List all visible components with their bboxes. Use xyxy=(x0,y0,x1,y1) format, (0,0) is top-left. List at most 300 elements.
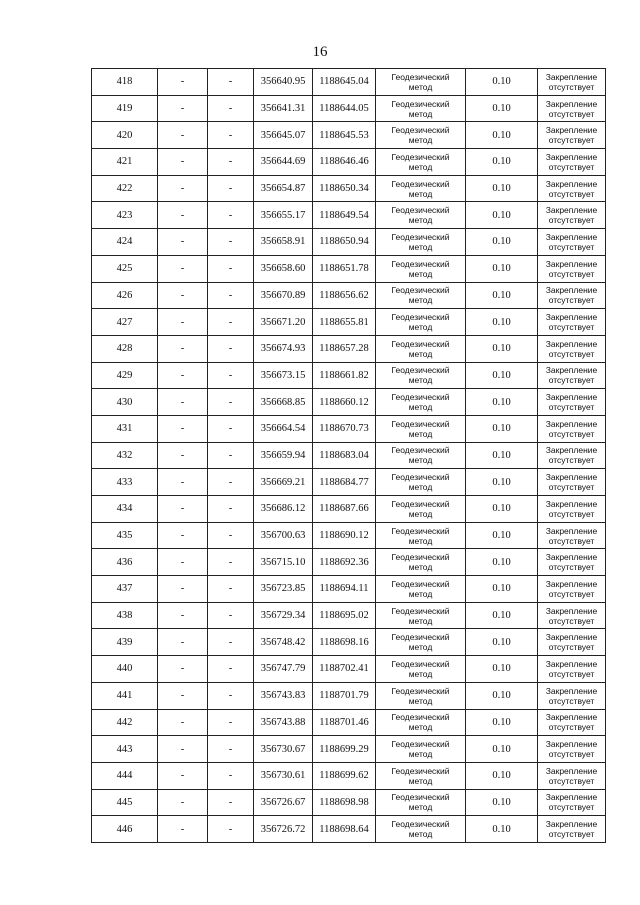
point-number-cell: 427 xyxy=(92,309,158,336)
coordinate-y-cell: 1188687.66 xyxy=(313,496,376,523)
coordinates-table xyxy=(91,68,606,843)
point-number-cell: 433 xyxy=(92,469,158,496)
coordinate-y-cell: 1188651.78 xyxy=(313,255,376,282)
method-cell-line-1: Геодезический xyxy=(391,98,450,109)
dash-cell-1: - xyxy=(158,522,208,549)
fixation-cell xyxy=(538,709,606,736)
accuracy-cell: 0.10 xyxy=(466,469,538,496)
fixation-cell-line-1: Закрепление xyxy=(545,605,598,616)
dash-cell-2: - xyxy=(208,656,254,683)
method-cell-line-2: метод xyxy=(408,188,433,199)
method-cell-line-2: метод xyxy=(408,161,433,172)
table-row xyxy=(92,496,606,523)
point-number-cell: 435 xyxy=(92,522,158,549)
fixation-cell-line-1: Закрепление xyxy=(545,445,598,456)
table-row xyxy=(92,175,606,202)
table-row xyxy=(92,682,606,709)
method-cell-line-1: Геодезический xyxy=(391,792,450,803)
dash-cell-1: - xyxy=(158,682,208,709)
method-cell-line-2: метод xyxy=(408,588,433,599)
coordinate-x-cell: 356644.69 xyxy=(254,149,313,176)
fixation-cell xyxy=(538,149,606,176)
accuracy-cell: 0.10 xyxy=(466,442,538,469)
fixation-cell xyxy=(538,736,606,763)
method-cell xyxy=(376,415,466,442)
point-number-cell: 438 xyxy=(92,602,158,629)
dash-cell-2: - xyxy=(208,762,254,789)
fixation-cell xyxy=(538,95,606,122)
method-cell-line-1: Геодезический xyxy=(391,525,450,536)
fixation-cell-line-1: Закрепление xyxy=(545,98,598,109)
dash-cell-1: - xyxy=(158,576,208,603)
dash-cell-1: - xyxy=(158,415,208,442)
fixation-cell-line-2: отсутствует xyxy=(548,615,595,626)
method-cell-line-2: метод xyxy=(408,668,433,679)
fixation-cell-line-1: Закрепление xyxy=(545,312,598,323)
method-cell-line-2: метод xyxy=(408,482,433,493)
method-cell-line-1: Геодезический xyxy=(391,819,450,830)
fixation-cell-line-2: отсутствует xyxy=(548,241,595,252)
table-row xyxy=(92,602,606,629)
method-cell-line-2: метод xyxy=(408,348,433,359)
method-cell-line-2: метод xyxy=(408,375,433,386)
coordinate-x-cell: 356686.12 xyxy=(254,496,313,523)
coordinate-x-cell: 356659.94 xyxy=(254,442,313,469)
dash-cell-2: - xyxy=(208,469,254,496)
dash-cell-1: - xyxy=(158,255,208,282)
table-row xyxy=(92,202,606,229)
fixation-cell xyxy=(538,656,606,683)
method-cell-line-1: Геодезический xyxy=(391,418,450,429)
table-body xyxy=(92,69,606,843)
coordinate-y-cell: 1188660.12 xyxy=(313,389,376,416)
coordinate-x-cell: 356729.34 xyxy=(254,602,313,629)
fixation-cell-line-1: Закрепление xyxy=(545,525,598,536)
coordinate-y-cell: 1188657.28 xyxy=(313,335,376,362)
method-cell-line-2: метод xyxy=(408,428,433,439)
fixation-cell xyxy=(538,789,606,816)
method-cell xyxy=(376,175,466,202)
fixation-cell xyxy=(538,335,606,362)
coordinate-y-cell: 1188699.29 xyxy=(313,736,376,763)
coordinate-x-cell: 356715.10 xyxy=(254,549,313,576)
method-cell-line-1: Геодезический xyxy=(391,151,450,162)
fixation-cell-line-1: Закрепление xyxy=(545,685,598,696)
dash-cell-2: - xyxy=(208,602,254,629)
fixation-cell-line-2: отсутствует xyxy=(548,188,595,199)
dash-cell-1: - xyxy=(158,282,208,309)
table-row xyxy=(92,69,606,96)
fixation-cell-line-1: Закрепление xyxy=(545,258,598,269)
fixation-cell xyxy=(538,522,606,549)
table-row xyxy=(92,149,606,176)
method-cell-line-1: Геодезический xyxy=(391,392,450,403)
method-cell xyxy=(376,335,466,362)
method-cell-line-2: метод xyxy=(408,108,433,119)
coordinate-y-cell: 1188695.02 xyxy=(313,602,376,629)
coordinate-y-cell: 1188649.54 xyxy=(313,202,376,229)
point-number-cell: 434 xyxy=(92,496,158,523)
coordinate-y-cell: 1188650.34 xyxy=(313,175,376,202)
fixation-cell-line-2: отсутствует xyxy=(548,508,595,519)
coordinate-x-cell: 356658.91 xyxy=(254,229,313,256)
point-number-cell: 445 xyxy=(92,789,158,816)
table-row xyxy=(92,469,606,496)
table-row xyxy=(92,122,606,149)
point-number-cell: 432 xyxy=(92,442,158,469)
method-cell-line-2: метод xyxy=(408,615,433,626)
point-number-cell: 419 xyxy=(92,95,158,122)
fixation-cell-line-1: Закрепление xyxy=(545,151,598,162)
method-cell-line-2: метод xyxy=(408,81,433,92)
method-cell xyxy=(376,202,466,229)
fixation-cell-line-2: отсутствует xyxy=(548,695,595,706)
coordinate-y-cell: 1188694.11 xyxy=(313,576,376,603)
point-number-cell: 441 xyxy=(92,682,158,709)
method-cell-line-1: Геодезический xyxy=(391,498,450,509)
method-cell xyxy=(376,656,466,683)
dash-cell-2: - xyxy=(208,309,254,336)
method-cell-line-1: Геодезический xyxy=(391,71,450,82)
accuracy-cell: 0.10 xyxy=(466,415,538,442)
dash-cell-2: - xyxy=(208,255,254,282)
dash-cell-2: - xyxy=(208,496,254,523)
accuracy-cell: 0.10 xyxy=(466,389,538,416)
dash-cell-2: - xyxy=(208,149,254,176)
method-cell-line-1: Геодезический xyxy=(391,552,450,563)
table-row xyxy=(92,709,606,736)
method-cell-line-2: метод xyxy=(408,642,433,653)
coordinate-y-cell: 1188684.77 xyxy=(313,469,376,496)
fixation-cell-line-1: Закрепление xyxy=(545,231,598,242)
coordinate-y-cell: 1188644.05 xyxy=(313,95,376,122)
fixation-cell-line-1: Закрепление xyxy=(545,765,598,776)
dash-cell-1: - xyxy=(158,229,208,256)
fixation-cell-line-2: отсутствует xyxy=(548,295,595,306)
table-row xyxy=(92,309,606,336)
coordinate-x-cell: 356730.67 xyxy=(254,736,313,763)
accuracy-cell: 0.10 xyxy=(466,549,538,576)
coordinate-y-cell: 1188655.81 xyxy=(313,309,376,336)
method-cell-line-2: метод xyxy=(408,749,433,760)
table-row xyxy=(92,549,606,576)
accuracy-cell: 0.10 xyxy=(466,682,538,709)
coordinate-x-cell: 356641.31 xyxy=(254,95,313,122)
accuracy-cell: 0.10 xyxy=(466,656,538,683)
fixation-cell-line-2: отсутствует xyxy=(548,562,595,573)
fixation-cell-line-2: отсутствует xyxy=(548,81,595,92)
coordinate-x-cell: 356748.42 xyxy=(254,629,313,656)
table-row xyxy=(92,522,606,549)
fixation-cell xyxy=(538,629,606,656)
method-cell-line-2: метод xyxy=(408,562,433,573)
fixation-cell-line-2: отсутствует xyxy=(548,775,595,786)
fixation-cell-line-1: Закрепление xyxy=(545,658,598,669)
method-cell xyxy=(376,442,466,469)
method-cell-line-1: Геодезический xyxy=(391,472,450,483)
dash-cell-2: - xyxy=(208,682,254,709)
coordinate-x-cell: 356673.15 xyxy=(254,362,313,389)
accuracy-cell: 0.10 xyxy=(466,762,538,789)
fixation-cell-line-2: отсутствует xyxy=(548,749,595,760)
method-cell-line-1: Геодезический xyxy=(391,632,450,643)
dash-cell-2: - xyxy=(208,389,254,416)
dash-cell-1: - xyxy=(158,95,208,122)
method-cell xyxy=(376,576,466,603)
coordinate-x-cell: 356743.83 xyxy=(254,682,313,709)
method-cell-line-2: метод xyxy=(408,455,433,466)
method-cell-line-1: Геодезический xyxy=(391,712,450,723)
fixation-cell-line-1: Закрепление xyxy=(545,472,598,483)
accuracy-cell: 0.10 xyxy=(466,335,538,362)
table-row xyxy=(92,629,606,656)
table-row xyxy=(92,789,606,816)
method-cell xyxy=(376,362,466,389)
accuracy-cell: 0.10 xyxy=(466,362,538,389)
fixation-cell-line-1: Закрепление xyxy=(545,178,598,189)
fixation-cell-line-2: отсутствует xyxy=(548,482,595,493)
coordinate-x-cell: 356730.61 xyxy=(254,762,313,789)
coordinate-y-cell: 1188698.16 xyxy=(313,629,376,656)
fixation-cell xyxy=(538,282,606,309)
coordinate-x-cell: 356664.54 xyxy=(254,415,313,442)
dash-cell-2: - xyxy=(208,362,254,389)
method-cell-line-1: Геодезический xyxy=(391,285,450,296)
method-cell-line-2: метод xyxy=(408,135,433,146)
dash-cell-1: - xyxy=(158,149,208,176)
fixation-cell-line-2: отсутствует xyxy=(548,135,595,146)
dash-cell-2: - xyxy=(208,335,254,362)
coordinate-y-cell: 1188699.62 xyxy=(313,762,376,789)
dash-cell-1: - xyxy=(158,122,208,149)
fixation-cell-line-2: отсутствует xyxy=(548,108,595,119)
coordinate-x-cell: 356640.95 xyxy=(254,69,313,96)
method-cell-line-2: метод xyxy=(408,241,433,252)
point-number-cell: 431 xyxy=(92,415,158,442)
point-number-cell: 440 xyxy=(92,656,158,683)
dash-cell-2: - xyxy=(208,789,254,816)
dash-cell-2: - xyxy=(208,415,254,442)
fixation-cell-line-2: отсутствует xyxy=(548,722,595,733)
method-cell-line-1: Геодезический xyxy=(391,125,450,136)
dash-cell-1: - xyxy=(158,69,208,96)
fixation-cell-line-1: Закрепление xyxy=(545,632,598,643)
accuracy-cell: 0.10 xyxy=(466,95,538,122)
dash-cell-1: - xyxy=(158,389,208,416)
dash-cell-1: - xyxy=(158,789,208,816)
method-cell xyxy=(376,789,466,816)
method-cell-line-2: метод xyxy=(408,295,433,306)
table-row xyxy=(92,229,606,256)
dash-cell-2: - xyxy=(208,709,254,736)
method-cell-line-2: метод xyxy=(408,829,433,840)
accuracy-cell: 0.10 xyxy=(466,789,538,816)
fixation-cell-line-1: Закрепление xyxy=(545,552,598,563)
fixation-cell-line-1: Закрепление xyxy=(545,338,598,349)
dash-cell-2: - xyxy=(208,629,254,656)
coordinate-x-cell: 356668.85 xyxy=(254,389,313,416)
coordinate-y-cell: 1188698.98 xyxy=(313,789,376,816)
fixation-cell-line-2: отсутствует xyxy=(548,348,595,359)
fixation-cell-line-1: Закрепление xyxy=(545,392,598,403)
dash-cell-1: - xyxy=(158,629,208,656)
fixation-cell-line-1: Закрепление xyxy=(545,205,598,216)
fixation-cell-line-1: Закрепление xyxy=(545,819,598,830)
dash-cell-2: - xyxy=(208,442,254,469)
fixation-cell-line-1: Закрепление xyxy=(545,418,598,429)
fixation-cell xyxy=(538,255,606,282)
method-cell-line-1: Геодезический xyxy=(391,685,450,696)
dash-cell-1: - xyxy=(158,736,208,763)
fixation-cell xyxy=(538,362,606,389)
fixation-cell-line-1: Закрепление xyxy=(545,285,598,296)
method-cell xyxy=(376,709,466,736)
coordinate-x-cell: 356645.07 xyxy=(254,122,313,149)
point-number-cell: 422 xyxy=(92,175,158,202)
method-cell-line-2: метод xyxy=(408,802,433,813)
fixation-cell xyxy=(538,762,606,789)
table-row xyxy=(92,282,606,309)
coordinate-x-cell: 356654.87 xyxy=(254,175,313,202)
point-number-cell: 442 xyxy=(92,709,158,736)
method-cell-line-2: метод xyxy=(408,322,433,333)
table-row xyxy=(92,389,606,416)
point-number-cell: 444 xyxy=(92,762,158,789)
dash-cell-1: - xyxy=(158,816,208,843)
fixation-cell xyxy=(538,469,606,496)
method-cell-line-2: метод xyxy=(408,722,433,733)
dash-cell-1: - xyxy=(158,309,208,336)
dash-cell-1: - xyxy=(158,549,208,576)
method-cell-line-1: Геодезический xyxy=(391,658,450,669)
coordinate-y-cell: 1188701.46 xyxy=(313,709,376,736)
coordinate-x-cell: 356655.17 xyxy=(254,202,313,229)
coordinate-y-cell: 1188645.53 xyxy=(313,122,376,149)
method-cell-line-1: Геодезический xyxy=(391,765,450,776)
fixation-cell-line-2: отсутствует xyxy=(548,375,595,386)
method-cell xyxy=(376,255,466,282)
dash-cell-1: - xyxy=(158,656,208,683)
fixation-cell xyxy=(538,389,606,416)
coordinate-y-cell: 1188683.04 xyxy=(313,442,376,469)
coordinate-x-cell: 356743.88 xyxy=(254,709,313,736)
point-number-cell: 421 xyxy=(92,149,158,176)
fixation-cell-line-1: Закрепление xyxy=(545,712,598,723)
dash-cell-1: - xyxy=(158,362,208,389)
coordinate-y-cell: 1188702.41 xyxy=(313,656,376,683)
dash-cell-1: - xyxy=(158,202,208,229)
coordinate-x-cell: 356658.60 xyxy=(254,255,313,282)
accuracy-cell: 0.10 xyxy=(466,816,538,843)
fixation-cell xyxy=(538,415,606,442)
fixation-cell-line-1: Закрепление xyxy=(545,125,598,136)
method-cell xyxy=(376,602,466,629)
method-cell xyxy=(376,469,466,496)
fixation-cell-line-1: Закрепление xyxy=(545,498,598,509)
method-cell-line-1: Геодезический xyxy=(391,231,450,242)
table-row xyxy=(92,576,606,603)
method-cell xyxy=(376,549,466,576)
coordinate-x-cell: 356670.89 xyxy=(254,282,313,309)
method-cell xyxy=(376,522,466,549)
method-cell-line-1: Геодезический xyxy=(391,605,450,616)
dash-cell-2: - xyxy=(208,202,254,229)
coordinate-y-cell: 1188661.82 xyxy=(313,362,376,389)
dash-cell-2: - xyxy=(208,522,254,549)
dash-cell-2: - xyxy=(208,175,254,202)
table-row xyxy=(92,95,606,122)
dash-cell-2: - xyxy=(208,576,254,603)
coordinate-y-cell: 1188645.04 xyxy=(313,69,376,96)
fixation-cell-line-1: Закрепление xyxy=(545,739,598,750)
fixation-cell xyxy=(538,549,606,576)
method-cell-line-1: Геодезический xyxy=(391,312,450,323)
fixation-cell-line-2: отсутствует xyxy=(548,161,595,172)
accuracy-cell: 0.10 xyxy=(466,629,538,656)
fixation-cell xyxy=(538,816,606,843)
fixation-cell-line-2: отсутствует xyxy=(548,802,595,813)
method-cell xyxy=(376,95,466,122)
point-number-cell: 424 xyxy=(92,229,158,256)
fixation-cell-line-2: отсутствует xyxy=(548,402,595,413)
method-cell-line-2: метод xyxy=(408,215,433,226)
accuracy-cell: 0.10 xyxy=(466,709,538,736)
point-number-cell: 436 xyxy=(92,549,158,576)
point-number-cell: 439 xyxy=(92,629,158,656)
coordinate-y-cell: 1188698.64 xyxy=(313,816,376,843)
fixation-cell-line-2: отсутствует xyxy=(548,668,595,679)
fixation-cell-line-2: отсутствует xyxy=(548,215,595,226)
method-cell-line-1: Геодезический xyxy=(391,178,450,189)
method-cell-line-2: метод xyxy=(408,535,433,546)
point-number-cell: 426 xyxy=(92,282,158,309)
method-cell xyxy=(376,149,466,176)
coordinate-y-cell: 1188701.79 xyxy=(313,682,376,709)
dash-cell-1: - xyxy=(158,335,208,362)
dash-cell-2: - xyxy=(208,549,254,576)
method-cell-line-1: Геодезический xyxy=(391,338,450,349)
method-cell xyxy=(376,682,466,709)
method-cell-line-2: метод xyxy=(408,695,433,706)
method-cell xyxy=(376,282,466,309)
table-row xyxy=(92,442,606,469)
method-cell-line-1: Геодезический xyxy=(391,258,450,269)
dash-cell-1: - xyxy=(158,762,208,789)
coordinate-x-cell: 356700.63 xyxy=(254,522,313,549)
coordinate-y-cell: 1188692.36 xyxy=(313,549,376,576)
accuracy-cell: 0.10 xyxy=(466,282,538,309)
fixation-cell-line-1: Закрепление xyxy=(545,578,598,589)
fixation-cell xyxy=(538,496,606,523)
dash-cell-1: - xyxy=(158,442,208,469)
fixation-cell-line-2: отсутствует xyxy=(548,588,595,599)
method-cell-line-1: Геодезический xyxy=(391,739,450,750)
accuracy-cell: 0.10 xyxy=(466,736,538,763)
table-row xyxy=(92,816,606,843)
dash-cell-1: - xyxy=(158,709,208,736)
point-number-cell: 429 xyxy=(92,362,158,389)
point-number-cell: 430 xyxy=(92,389,158,416)
method-cell-line-2: метод xyxy=(408,775,433,786)
coordinate-y-cell: 1188670.73 xyxy=(313,415,376,442)
coordinate-y-cell: 1188656.62 xyxy=(313,282,376,309)
fixation-cell-line-2: отсутствует xyxy=(548,322,595,333)
dash-cell-2: - xyxy=(208,736,254,763)
fixation-cell xyxy=(538,69,606,96)
dash-cell-2: - xyxy=(208,229,254,256)
table-row xyxy=(92,362,606,389)
method-cell-line-1: Геодезический xyxy=(391,445,450,456)
